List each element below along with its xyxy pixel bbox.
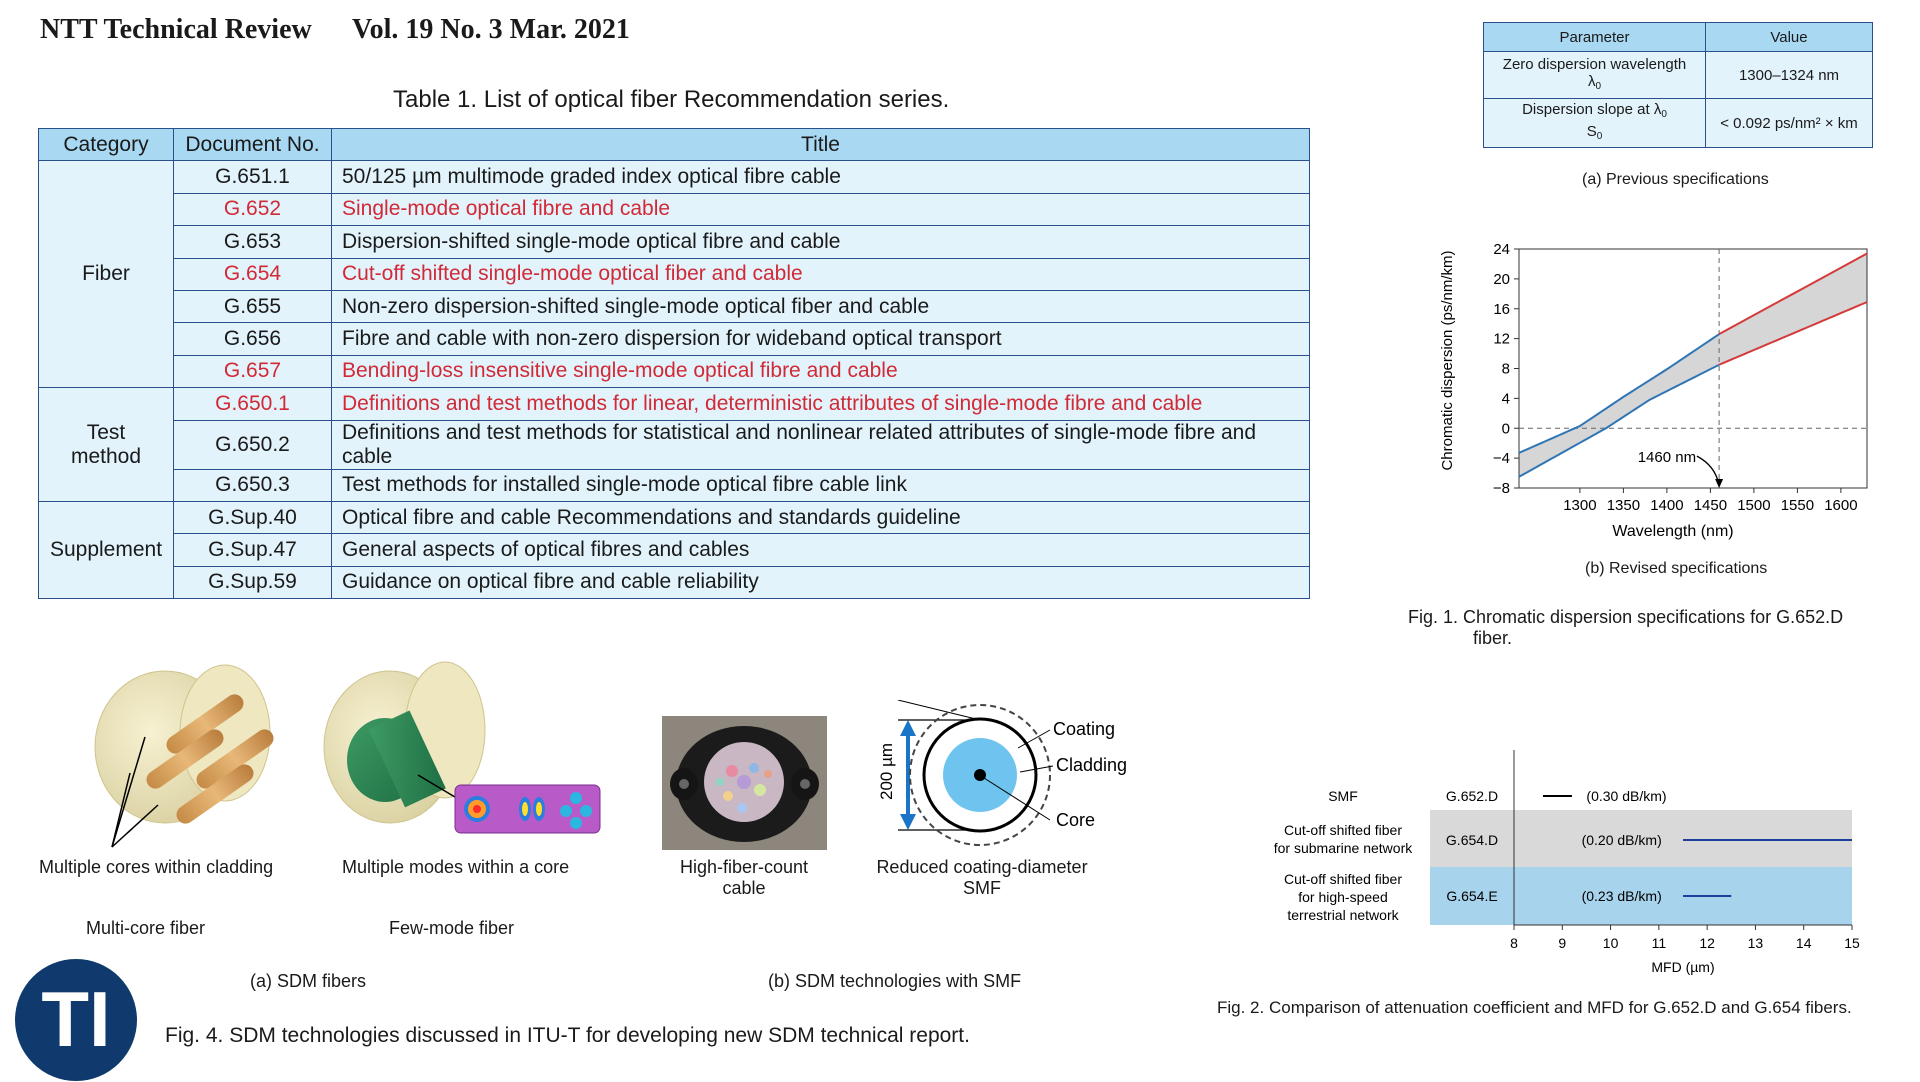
header-title: Title xyxy=(332,129,1310,161)
y-tick-label: 16 xyxy=(1493,300,1510,318)
fig2-caption: Fig. 2. Comparison of attenuation coefficient and MFD for G.652.D and G.654 fibers. xyxy=(1217,998,1852,1017)
sdm-fiber-illustrations xyxy=(60,655,620,855)
table1-caption: Table 1. List of optical fiber Recommendation series. xyxy=(393,86,950,113)
document-title: Bending-loss insensitive single-mode optical fibre and cable xyxy=(332,355,1310,387)
cable-label xyxy=(674,857,814,899)
table-header-row xyxy=(39,129,1310,161)
document-title: Definitions and test methods for linear, deterministic attributes of single-mode fibre and cable xyxy=(332,388,1310,420)
journal-title: NTT Technical Review xyxy=(40,14,312,45)
y-axis-label: Chromatic dispersion (ps/nm/km) xyxy=(1439,250,1456,471)
param-subscript: 0 xyxy=(1595,80,1602,92)
fig1-caption-line2: fiber. xyxy=(1473,628,1513,648)
x-tick-label: 15 xyxy=(1844,935,1860,951)
param-cell xyxy=(1484,52,1706,99)
document-number: G.650.1 xyxy=(174,388,332,420)
coating-label: Coating xyxy=(1053,719,1116,739)
y-tick-label: 20 xyxy=(1493,270,1510,288)
document-number: G.Sup.47 xyxy=(174,534,332,566)
document-number: G.651.1 xyxy=(174,161,332,193)
y-tick-label: 12 xyxy=(1493,330,1510,348)
y-tick-label: 4 xyxy=(1501,390,1510,408)
fewmode-label: Multiple modes within a core xyxy=(342,857,570,877)
few-mode-fiber-icon xyxy=(324,662,600,833)
terrestrial-label-line3: terrestrial network xyxy=(1287,907,1399,923)
param-header: Parameter xyxy=(1484,23,1706,52)
document-title: Test methods for installed single-mode optical fibre cable link xyxy=(332,469,1310,501)
document-number: G.Sup.40 xyxy=(174,501,332,533)
y-tick-label: 0 xyxy=(1501,420,1510,438)
document-number: G.650.2 xyxy=(174,420,332,469)
smf-label xyxy=(868,857,1096,899)
document-title: Guidance on optical fibre and cable reliability xyxy=(332,566,1310,598)
category-cell: Test method xyxy=(39,388,174,502)
y-tick-label: −4 xyxy=(1492,450,1510,468)
value-cell: < 0.092 ps/nm² × km xyxy=(1706,99,1873,148)
diameter-label: 200 µm xyxy=(877,742,896,800)
document-title: Dispersion-shifted single-mode optical fibre and cable xyxy=(332,226,1310,258)
param-symbol: λ xyxy=(1587,72,1596,90)
y-tick-label: 24 xyxy=(1493,241,1510,258)
document-number: G.Sup.59 xyxy=(174,566,332,598)
x-tick-label: 14 xyxy=(1795,935,1812,951)
fig1-label-b: (b) Revised specifications xyxy=(1585,560,1768,577)
document-title: Non-zero dispersion-shifted single-mode optical fiber and cable xyxy=(332,290,1310,322)
x-axis-label: MFD (µm) xyxy=(1651,959,1715,975)
document-number: G.656 xyxy=(174,323,332,355)
smf-row-label: SMF xyxy=(1328,788,1358,804)
table-row xyxy=(39,258,1310,290)
attenuation-label: (0.30 dB/km) xyxy=(1586,788,1667,804)
smf-label-line2: SMF xyxy=(963,878,1001,898)
param-subscript: 0 xyxy=(1661,109,1667,120)
document-title: Single-mode optical fibre and cable xyxy=(332,193,1310,225)
table-row xyxy=(39,290,1310,322)
table-row xyxy=(39,355,1310,387)
series-upper-blue xyxy=(1519,334,1719,453)
document-number: G.655 xyxy=(174,290,332,322)
table-row xyxy=(39,566,1310,598)
x-tick-label: 12 xyxy=(1699,935,1715,951)
fig1-label-a: (a) Previous specifications xyxy=(1582,171,1769,188)
attenuation-label: (0.23 dB/km) xyxy=(1581,888,1662,904)
table-row xyxy=(39,388,1310,420)
header-document: Document No. xyxy=(174,129,332,161)
annotation-arrow xyxy=(1697,456,1719,485)
table-row xyxy=(39,534,1310,566)
param-name: Zero dispersion wavelength xyxy=(1502,55,1687,73)
category-cell: Supplement xyxy=(39,501,174,598)
table-row xyxy=(39,469,1310,501)
spec-label: G.654.D xyxy=(1445,832,1499,848)
fig1-caption: Fig. 1. Chromatic dispersion specifications for G.652.D xyxy=(1408,607,1844,627)
table-row xyxy=(1484,52,1873,99)
submarine-label-line1: Cut-off shifted fiber xyxy=(1283,822,1403,838)
x-tick-label: 1350 xyxy=(1606,497,1641,514)
document-title: General aspects of optical fibres and cables xyxy=(332,534,1310,566)
cladding-label: Cladding xyxy=(1056,755,1128,775)
multicore-fiber-icon xyxy=(95,665,277,847)
document-title: 50/125 µm multimode graded index optical fibre cable xyxy=(332,161,1310,193)
x-tick-label: 1550 xyxy=(1780,497,1815,514)
param-symbol: S xyxy=(1586,123,1597,140)
document-title: Optical fibre and cable Recommendations and standards guideline xyxy=(332,501,1310,533)
param-name: Dispersion slope at λ xyxy=(1522,101,1662,118)
attenuation-label: (0.20 dB/km) xyxy=(1581,832,1662,848)
high-fiber-count-cable-photo xyxy=(662,716,827,850)
table-body xyxy=(39,161,1310,599)
header-category: Category xyxy=(39,129,174,161)
x-tick-label: 10 xyxy=(1602,935,1619,951)
x-tick-label: 9 xyxy=(1558,935,1567,951)
mfd-chart xyxy=(1250,740,1870,990)
document-title: Cut-off shifted single-mode optical fiber and cable xyxy=(332,258,1310,290)
x-tick-label: 1600 xyxy=(1824,497,1858,514)
table-row xyxy=(39,501,1310,533)
x-tick-label: 11 xyxy=(1651,935,1667,951)
value-header: Value xyxy=(1706,23,1873,52)
x-tick-label: 8 xyxy=(1510,935,1518,951)
fig4-label-b: (b) SDM technologies with SMF xyxy=(768,971,1022,991)
spec-label: G.652.D xyxy=(1445,788,1499,804)
table-row xyxy=(39,420,1310,469)
logo-text: TI xyxy=(41,975,111,1063)
x-tick-label: 1400 xyxy=(1650,497,1684,514)
param-cell xyxy=(1484,99,1706,148)
category-cell: Fiber xyxy=(39,161,174,388)
cutoff-annotation: 1460 nm xyxy=(1637,449,1697,467)
table-row xyxy=(39,193,1310,225)
previous-spec-table xyxy=(1483,22,1873,148)
cable-label-line1: High-fiber-count xyxy=(679,857,809,877)
table-row xyxy=(1484,99,1873,148)
x-tick-label: 1300 xyxy=(1563,497,1597,514)
multicore-label: Multiple cores within cladding xyxy=(39,857,274,877)
terrestrial-label-line1: Cut-off shifted fiber xyxy=(1283,871,1403,887)
annotation-arrowhead xyxy=(1715,479,1723,488)
param-subscript: 0 xyxy=(1596,131,1603,142)
dispersion-chart xyxy=(1420,230,1880,540)
document-number: G.654 xyxy=(174,258,332,290)
dispersion-band xyxy=(1519,253,1867,476)
core-label: Core xyxy=(1056,810,1096,830)
table-row xyxy=(39,226,1310,258)
table-row xyxy=(39,323,1310,355)
x-tick-label: 1500 xyxy=(1737,497,1771,514)
recommendation-table xyxy=(38,128,1310,599)
y-tick-label: −8 xyxy=(1492,480,1510,497)
fig4-label-a: (a) SDM fibers xyxy=(250,971,367,991)
y-tick-label: 8 xyxy=(1501,360,1510,378)
spec-label: G.654.E xyxy=(1446,888,1498,904)
fig4-caption: Fig. 4. SDM technologies discussed in ITU-T for developing new SDM technical report. xyxy=(165,1024,970,1047)
document-number: G.652 xyxy=(174,193,332,225)
x-tick-label: 13 xyxy=(1747,935,1764,951)
document-number: G.650.3 xyxy=(174,469,332,501)
x-axis-label: Wavelength (nm) xyxy=(1612,523,1734,540)
value-cell: 1300–1324 nm xyxy=(1706,52,1873,99)
document-number: G.657 xyxy=(174,355,332,387)
submarine-label-line2: for submarine network xyxy=(1273,840,1413,856)
x-tick-label: 1450 xyxy=(1693,497,1728,514)
cable-label-line2: cable xyxy=(722,878,766,898)
table-row xyxy=(39,161,1310,193)
reduced-coating-smf-diagram xyxy=(860,700,1160,850)
fewmode-title: Few-mode fiber xyxy=(389,918,515,938)
document-title: Definitions and test methods for statistical and nonlinear related attributes of single-mode fibre and cable xyxy=(332,420,1310,469)
document-number: G.653 xyxy=(174,226,332,258)
smf-label-line1: Reduced coating-diameter xyxy=(876,857,1088,877)
document-title: Fibre and cable with non-zero dispersion for wideband optical transport xyxy=(332,323,1310,355)
volume-issue: Vol. 19 No. 3 Mar. 2021 xyxy=(352,14,630,45)
multicore-title: Multi-core fiber xyxy=(86,918,206,938)
ntt-technical-review-logo xyxy=(14,958,138,1082)
terrestrial-label-line2: for high-speed xyxy=(1298,889,1388,905)
